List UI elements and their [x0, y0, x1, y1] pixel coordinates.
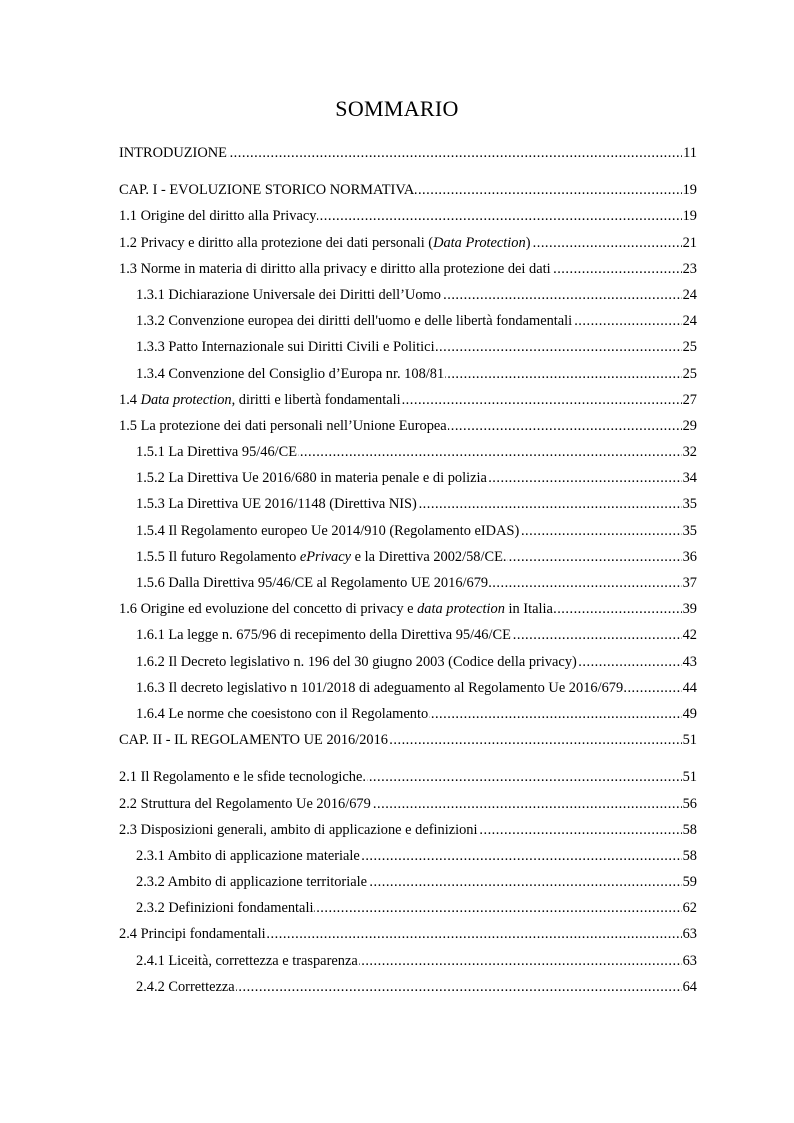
toc-page-number: 49 [682, 701, 697, 727]
toc-entry[interactable] [119, 334, 697, 360]
toc-entry-title: 2.3 Disposizioni generali, ambito di applicazione e definizioni [119, 821, 478, 838]
toc-page-number: 39 [682, 596, 697, 622]
toc-page-number: 63 [682, 948, 697, 974]
toc-page-number: 23 [682, 256, 697, 282]
toc-entry[interactable] [119, 675, 697, 701]
toc-entry[interactable] [119, 974, 697, 1000]
toc-entry-title: 1.6 Origine ed evoluzione del concetto di privacy e data protection in Italia [119, 601, 553, 618]
toc-entry[interactable] [119, 140, 697, 166]
toc-entry-title: 1.5.3 La Direttiva UE 2016/1148 (Direttiva NIS) [136, 496, 417, 513]
toc-page-number: 25 [682, 361, 697, 387]
toc-entry[interactable] [119, 921, 697, 947]
toc-entry[interactable] [119, 282, 697, 308]
toc-entry[interactable] [119, 413, 697, 439]
toc-entry[interactable] [119, 544, 697, 570]
toc-page-number: 42 [682, 622, 697, 648]
toc-entry-title: 1.6.2 Il Decreto legislativo n. 196 del 30 giugno 2003 (Codice della privacy) [136, 653, 577, 670]
toc-entry[interactable] [119, 727, 697, 753]
toc-entry[interactable] [119, 203, 697, 229]
toc-entry[interactable] [119, 177, 697, 203]
toc-entry-title: 2.4.1 Liceità, correttezza e trasparenza [136, 952, 358, 969]
toc-page-number: 25 [682, 334, 697, 360]
toc-entry-title: 1.6.4 Le norme che coesistono con il Regolamento [136, 705, 429, 722]
toc-entry-title: CAP. I - EVOLUZIONE STORICO NORMATIVA [119, 182, 415, 199]
toc-entry[interactable] [119, 701, 697, 727]
page-title: SOMMARIO [335, 96, 459, 121]
toc-page-number: 51 [682, 727, 697, 753]
toc-entry-title: 1.6.3 Il decreto legislativo n 101/2018 di adeguamento al Regolamento Ue 2016/679 [136, 679, 624, 696]
toc-entry[interactable] [119, 308, 697, 334]
toc-page-number: 43 [682, 649, 697, 675]
toc-entry-title: 1.5 La protezione dei dati personali nell’Unione Europea [119, 417, 447, 434]
toc-page-number: 19 [682, 177, 697, 203]
toc-page-number: 21 [682, 230, 697, 256]
toc-entry[interactable] [119, 361, 697, 387]
toc-entry-title: 1.5.2 La Direttiva Ue 2016/680 in materia penale e di polizia [136, 470, 487, 487]
toc-entry-title: INTRODUZIONE [119, 145, 227, 161]
toc-page-number: 24 [682, 308, 697, 334]
toc-page-number: 59 [682, 869, 697, 895]
toc-page-number: 35 [682, 518, 697, 544]
toc-page-number: 63 [682, 921, 697, 947]
toc-entry-title: 1.5.5 Il futuro Regolamento ePrivacy e la Direttiva 2002/58/CE. [136, 548, 507, 565]
toc-entry-title: 1.3.1 Dichiarazione Universale dei Diritti dell’Uomo [136, 286, 441, 303]
toc-entry[interactable] [119, 491, 697, 517]
toc-entry[interactable] [119, 230, 697, 256]
toc-entry-title: 2.3.2 Ambito di applicazione territoriale [136, 874, 367, 891]
toc-page-number: 24 [682, 282, 697, 308]
toc-entry-title: CAP. II - IL REGOLAMENTO UE 2016/2016 [119, 732, 389, 749]
toc-entry-title: 1.5.4 Il Regolamento europeo Ue 2014/910 (Regolamento eIDAS) [136, 522, 520, 539]
toc-page-number: 29 [682, 413, 697, 439]
toc-entry-title: 1.6.1 La legge n. 675/96 di recepimento della Direttiva 95/46/CE [136, 627, 511, 644]
toc-entry[interactable] [119, 791, 697, 817]
toc-entry-title: 1.1 Origine del diritto alla Privacy [119, 208, 317, 225]
toc-page-number: 62 [682, 895, 697, 921]
toc-entry-title: 2.4.2 Correttezza [136, 978, 235, 995]
toc-entry-title: 2.2 Struttura del Regolamento Ue 2016/679 [119, 795, 371, 812]
toc-entry-title: 1.4 Data protection, diritti e libertà fondamentali [119, 391, 401, 408]
toc-page-number: 32 [682, 439, 697, 465]
toc-entry[interactable] [119, 649, 697, 675]
toc-entry[interactable] [119, 387, 697, 413]
toc-page-number: 27 [682, 387, 697, 413]
toc-page-number: 51 [682, 764, 697, 790]
toc-entry-title: 2.3.2 Definizioni fondamentali [136, 900, 314, 917]
toc-page-number: 58 [682, 843, 697, 869]
toc-entry-title: 1.5.6 Dalla Direttiva 95/46/CE al Regolamento UE 2016/679 [136, 575, 489, 591]
toc-entry[interactable] [119, 256, 697, 282]
toc-page-number: 36 [682, 544, 697, 570]
toc-entry-title: 1.3 Norme in materia di diritto alla privacy e diritto alla protezione dei dati [119, 260, 551, 277]
toc-entry[interactable] [119, 465, 697, 491]
toc-entry[interactable] [119, 948, 697, 974]
toc-entry[interactable] [119, 817, 697, 843]
toc-entry-title: 1.2 Privacy e diritto alla protezione dei dati personali (Data Protection) [119, 234, 531, 251]
toc-entry[interactable] [119, 895, 697, 921]
toc-entry[interactable] [119, 622, 697, 648]
toc-page-number: 35 [682, 491, 697, 517]
table-of-contents [119, 140, 697, 1000]
toc-entry-title: 2.4 Principi fondamentali [119, 926, 266, 943]
toc-entry[interactable] [119, 843, 697, 869]
toc-entry-title: 1.3.4 Convenzione del Consiglio d’Europa nr. 108/81 [136, 365, 445, 382]
toc-entry[interactable] [119, 869, 697, 895]
toc-page-number: 19 [682, 203, 697, 229]
toc-entry[interactable] [119, 439, 697, 465]
toc-entry[interactable] [119, 518, 697, 544]
toc-page-number: 58 [682, 817, 697, 843]
toc-entry-title: 2.1 Il Regolamento e le sfide tecnologiche. [119, 769, 366, 786]
toc-page-number: 34 [682, 465, 697, 491]
toc-page-number: 11 [682, 140, 697, 166]
toc-entry[interactable] [119, 570, 697, 596]
toc-page-number: 64 [682, 974, 697, 1000]
toc-entry-title: 2.3.1 Ambito di applicazione materiale [136, 847, 360, 864]
toc-page-number: 37 [682, 570, 697, 596]
toc-entry[interactable] [119, 596, 697, 622]
toc-page-number: 44 [682, 675, 697, 701]
toc-page-number: 56 [682, 791, 697, 817]
toc-entry-title: 1.3.2 Convenzione europea dei diritti dell'uomo e delle libertà fondamentali [136, 313, 573, 330]
toc-entry-title: 1.5.1 La Direttiva 95/46/CE [136, 444, 298, 461]
toc-entry-title: 1.3.3 Patto Internazionale sui Diritti Civili e Politici [136, 339, 435, 356]
toc-entry[interactable] [119, 764, 697, 790]
